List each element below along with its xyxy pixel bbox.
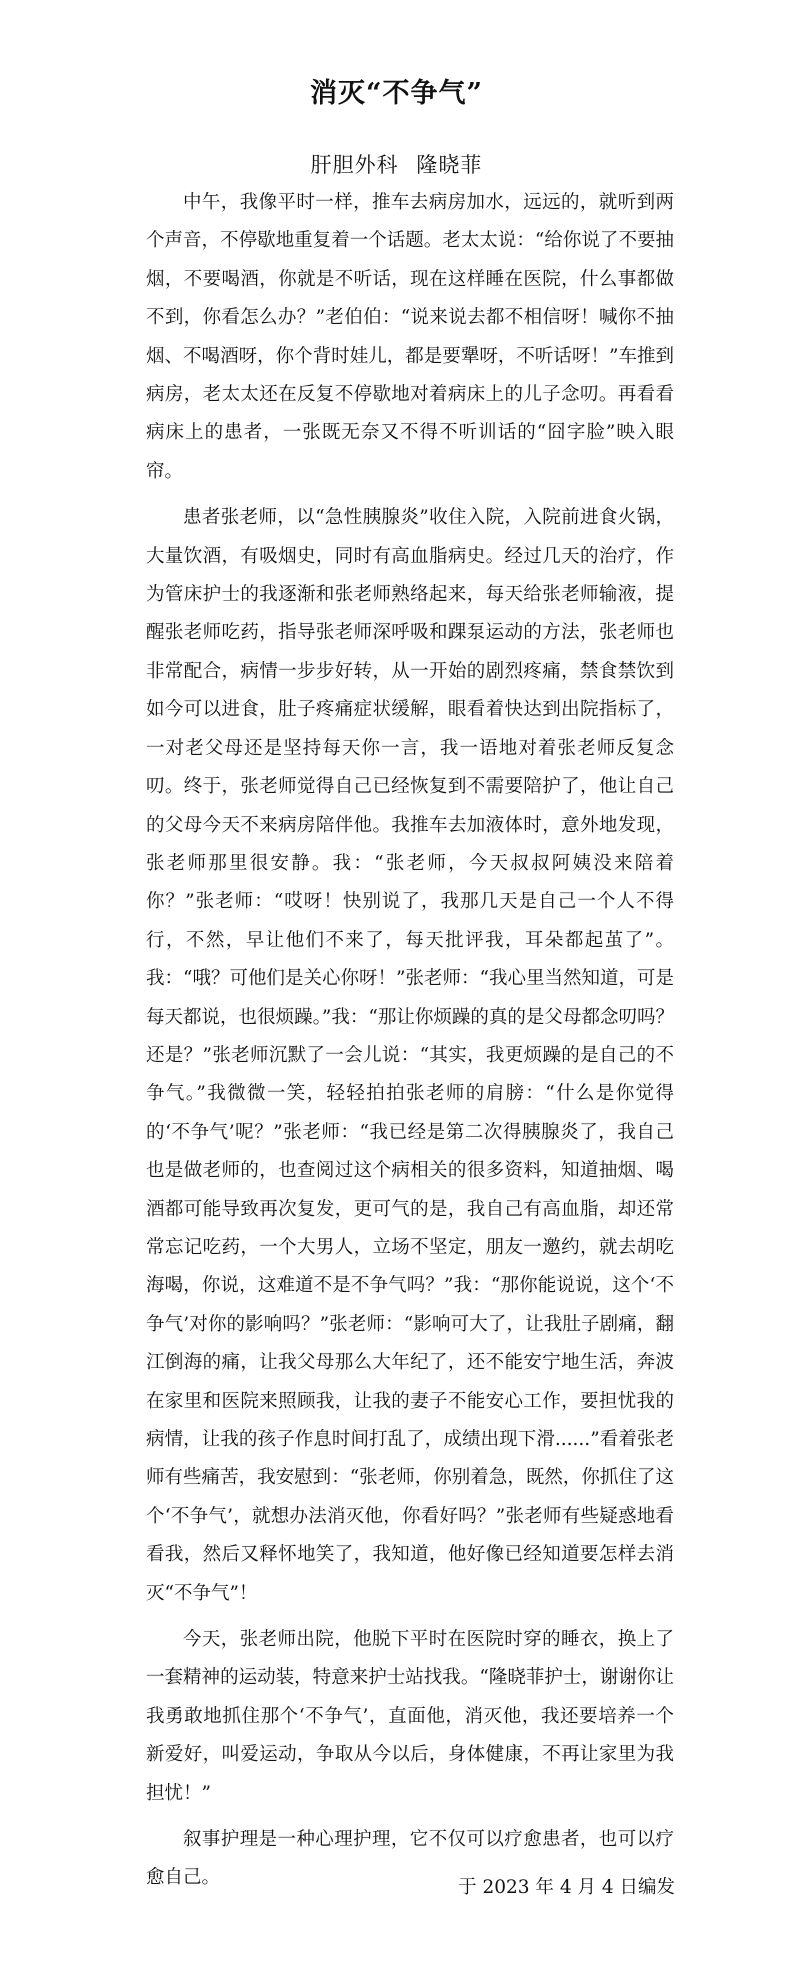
byline [0, 150, 793, 180]
author: 隆晓菲 [416, 153, 483, 177]
department: 肝胆外科 [310, 153, 399, 177]
paragraph-1: 中午，我像平时一样，推车去病房加水，远远的，就听到两个声音，不停歇地重复着一个话题。老太太说：“给你说了不要抽烟，不要喝酒，你就是不听话，现在这样睡在医院，什么事都做不到，你看怎么办？”老伯伯：“说来说去都不相信呀！喊你不抽烟、不喝酒呀，你个背时娃儿，都是要犟呀，不听话呀！”车推到病房，老太太还在反复不停歇地对着病床上的儿子念叨。再看看病床上的患者，一张既无奈又不得不听训话的“囧字脸”映入眼帘。 [146, 192, 674, 482]
publish-date: 于 2023 年 4 月 4 日编发 [458, 1877, 675, 1898]
paragraph-2: 患者张老师，以“急性胰腺炎”收住入院，入院前进食火锅，大量饮酒，有吸烟史，同时有高血脂病史。经过几天的治疗，作为管床护士的我逐渐和张老师熟络起来，每天给张老师输液，提醒张老师吃药，指导张老师深呼吸和踝泵运动的方法，张老师也非常配合，病情一步步好转，从一开始的剧烈疼痛，禁食禁饮到如今可以进食，肚子疼痛症状缓解，眼看着快达到出院指标了，一对老父母还是坚持每天你一言，我一语地对着张老师反复念叨。终于，张老师觉得自己已经恢复到不需要陪护了，他让自己的父母今天不来病房陪伴他。我推车去加液体时，意外地发现，张老师那里很安静。我：“张老师，今天叔叔阿姨没来陪着你？”张老师：“哎呀！快别说了，我那几天是自己一个人不得行，不然，早让他们不来了，每天批评我，耳朵都起茧了”。我：“哦？可他们是关心你呀！”张老师：“我心里当然知道，可是每天都说，也很烦躁。”我：“那让你烦躁的真的是父母都念叨吗？还是？”张老师沉默了一会儿说：“其实，我更烦躁的是自己的不争气。”我微微一笑，轻轻拍拍张老师的肩膀：“什么是你觉得的‘不争气’呢？”张老师：“我已经是第二次得胰腺炎了，我自己也是做老师的，也查阅过这个病相关的很多资料，知道抽烟、喝酒都可能导致再次复发，更可气的是，我自己有高血脂，却还常常忘记吃药，一个大男人，立场不坚定，朋友一邀约，就去胡吃海喝，你说，这难道不是不争气吗？”我：“那你能说说，这个‘不争气’对你的影响吗？”张老师：“影响可大了，让我肚子剧痛，翻江倒海的痛，让我父母那么大年纪了，还不能安宁地生活，奔波在家里和医院来照顾我，让我的妻子不能安心工作，要担忧我的病情，让我的孩子作息时间打乱了，成绩出现下滑......”看着张老师有些痛苦，我安慰到：“张老师，你别着急，既然，你抓住了这个‘不争气’，就想办法消灭他，你看好吗？”张老师有些疑惑地看看我，然后又释怀地笑了，我知道，他好像已经知道要怎样去消灭“不争气”！ [146, 507, 674, 1604]
paragraph-4: 叙事护理是一种心理护理，它不仅可以疗愈患者，也可以疗愈自己。 [146, 1829, 674, 1889]
article-title: 消灭“不争气” [309, 78, 484, 109]
paragraph-3: 今天，张老师出院，他脱下平时在医院时穿的睡衣，换上了一套精神的运动装，特意来护士站找我。“隆晓菲护士，谢谢你让我勇敢地抓住那个‘不争气’，直面他，消灭他，我还要培养一个新爱好，叫爱运动，争取从今以后，身体健康，不再让家里为我担忧！” [146, 1629, 674, 1804]
article-body [146, 184, 674, 1906]
